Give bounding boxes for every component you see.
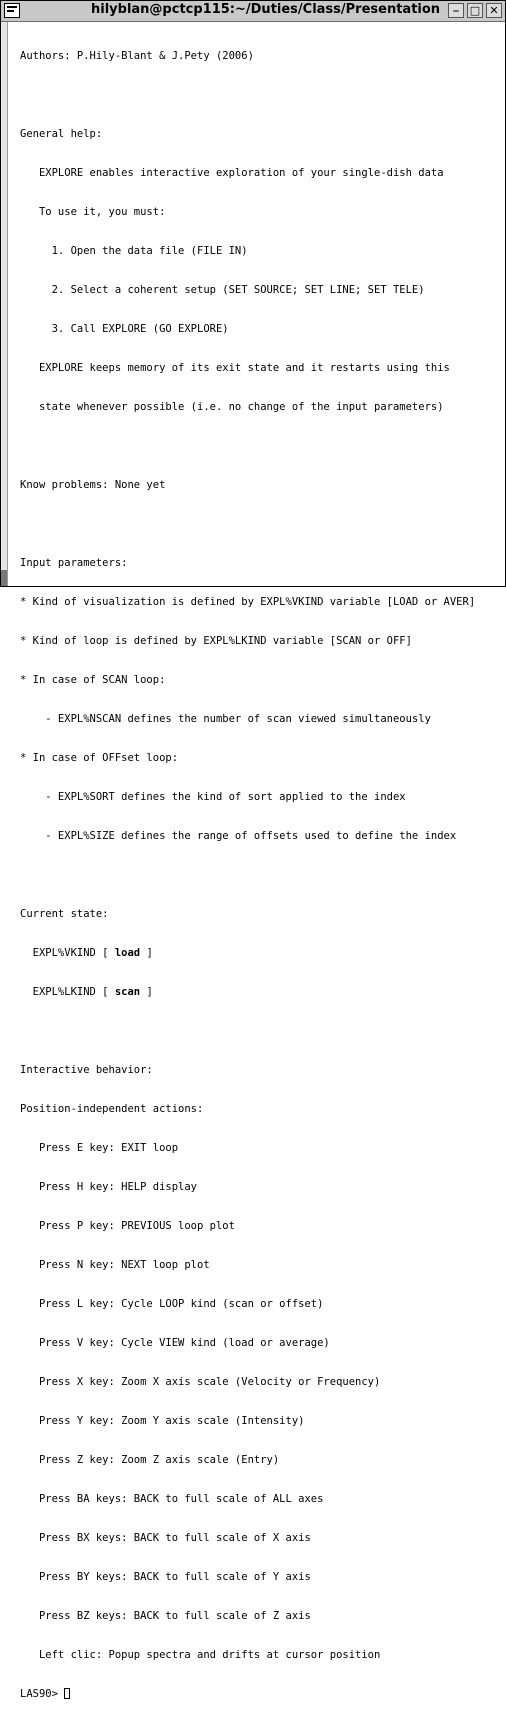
key-help-line: Press Y key: Zoom Y axis scale (Intensity) [20, 1415, 305, 1427]
authors-line: Authors: P.Hily-Blant & J.Pety (2006) [20, 50, 254, 62]
general-help-step-1: 1. Open the data file (FILE IN) [20, 245, 248, 257]
input-params-line: * Kind of loop is defined by EXPL%LKIND variable [SCAN or OFF] [20, 635, 412, 647]
text-cursor [64, 1688, 70, 1699]
general-help-to-use: To use it, you must: [20, 206, 166, 218]
input-params-line: - EXPL%SORT defines the kind of sort applied to the index [20, 791, 406, 803]
input-params-header: Input parameters: [20, 557, 128, 569]
vkind-label: EXPL%VKIND [ [20, 947, 115, 959]
scrollbar-thumb[interactable] [1, 570, 7, 586]
known-problems-line: Know problems: None yet [20, 479, 166, 491]
maximize-button[interactable]: □ [467, 3, 483, 18]
key-help-line: Press BX keys: BACK to full scale of X axis [20, 1532, 311, 1544]
general-help-memory-1: EXPLORE keeps memory of its exit state and it restarts using this [20, 362, 450, 374]
minimize-button[interactable]: ⎯ [448, 3, 464, 18]
input-params-line: - EXPL%NSCAN defines the number of scan viewed simultaneously [20, 713, 431, 725]
key-help-line: Press BA keys: BACK to full scale of ALL axes [20, 1493, 324, 1505]
key-help-line: Press X key: Zoom X axis scale (Velocity or Frequency) [20, 1376, 381, 1388]
window-title: hilyblan@pctcp115:~/Duties/Class/Presentation [91, 2, 441, 17]
title-bar[interactable] [1, 1, 505, 22]
terminal-icon[interactable] [4, 3, 20, 18]
scrollbar[interactable] [1, 22, 8, 586]
current-state-header: Current state: [20, 908, 109, 920]
key-help-line: Press V key: Cycle VIEW kind (load or average) [20, 1337, 330, 1349]
lkind-value: scan [114, 986, 141, 998]
command-prompt[interactable] [20, 1688, 500, 1701]
key-help-line: Press L key: Cycle LOOP kind (scan or offset) [20, 1298, 324, 1310]
input-params-line: * Kind of visualization is defined by EXPL%VKIND variable [LOAD or AVER] [20, 596, 476, 608]
general-help-memory-2: state whenever possible (i.e. no change of the input parameters) [20, 401, 444, 413]
terminal-area[interactable] [1, 22, 505, 1700]
key-help-line: Press P key: PREVIOUS loop plot [20, 1220, 235, 1232]
lkind-state-line [20, 986, 500, 999]
vkind-close-bracket: ] [140, 947, 153, 959]
key-help-line: Press N key: NEXT loop plot [20, 1259, 210, 1271]
key-help-line: Press BY keys: BACK to full scale of Y axis [20, 1571, 311, 1583]
vkind-state-line [20, 947, 500, 960]
interactive-subheader: Position-independent actions: [20, 1103, 204, 1115]
terminal-output [20, 24, 500, 1727]
input-params-line: - EXPL%SIZE defines the range of offsets used to define the index [20, 830, 457, 842]
prompt-label: LAS90> [20, 1688, 65, 1700]
close-button[interactable]: ✕ [486, 3, 502, 18]
lkind-label: EXPL%LKIND [ [20, 986, 115, 998]
interactive-header: Interactive behavior: [20, 1064, 153, 1076]
general-help-step-2: 2. Select a coherent setup (SET SOURCE; SET LINE; SET TELE) [20, 284, 425, 296]
general-help-intro: EXPLORE enables interactive exploration of your single-dish data [20, 167, 444, 179]
vkind-value: load [114, 947, 141, 959]
key-help-line: Press BZ keys: BACK to full scale of Z axis [20, 1610, 311, 1622]
input-params-line: * In case of OFFset loop: [20, 752, 179, 764]
key-help-line: Press E key: EXIT loop [20, 1142, 179, 1154]
input-params-line: * In case of SCAN loop: [20, 674, 166, 686]
key-help-line: Press Z key: Zoom Z axis scale (Entry) [20, 1454, 280, 1466]
general-help-header: General help: [20, 128, 103, 140]
key-help-line: Press H key: HELP display [20, 1181, 198, 1193]
general-help-step-3: 3. Call EXPLORE (GO EXPLORE) [20, 323, 229, 335]
lkind-close-bracket: ] [140, 986, 153, 998]
key-help-line: Left clic: Popup spectra and drifts at cursor position [20, 1649, 381, 1661]
